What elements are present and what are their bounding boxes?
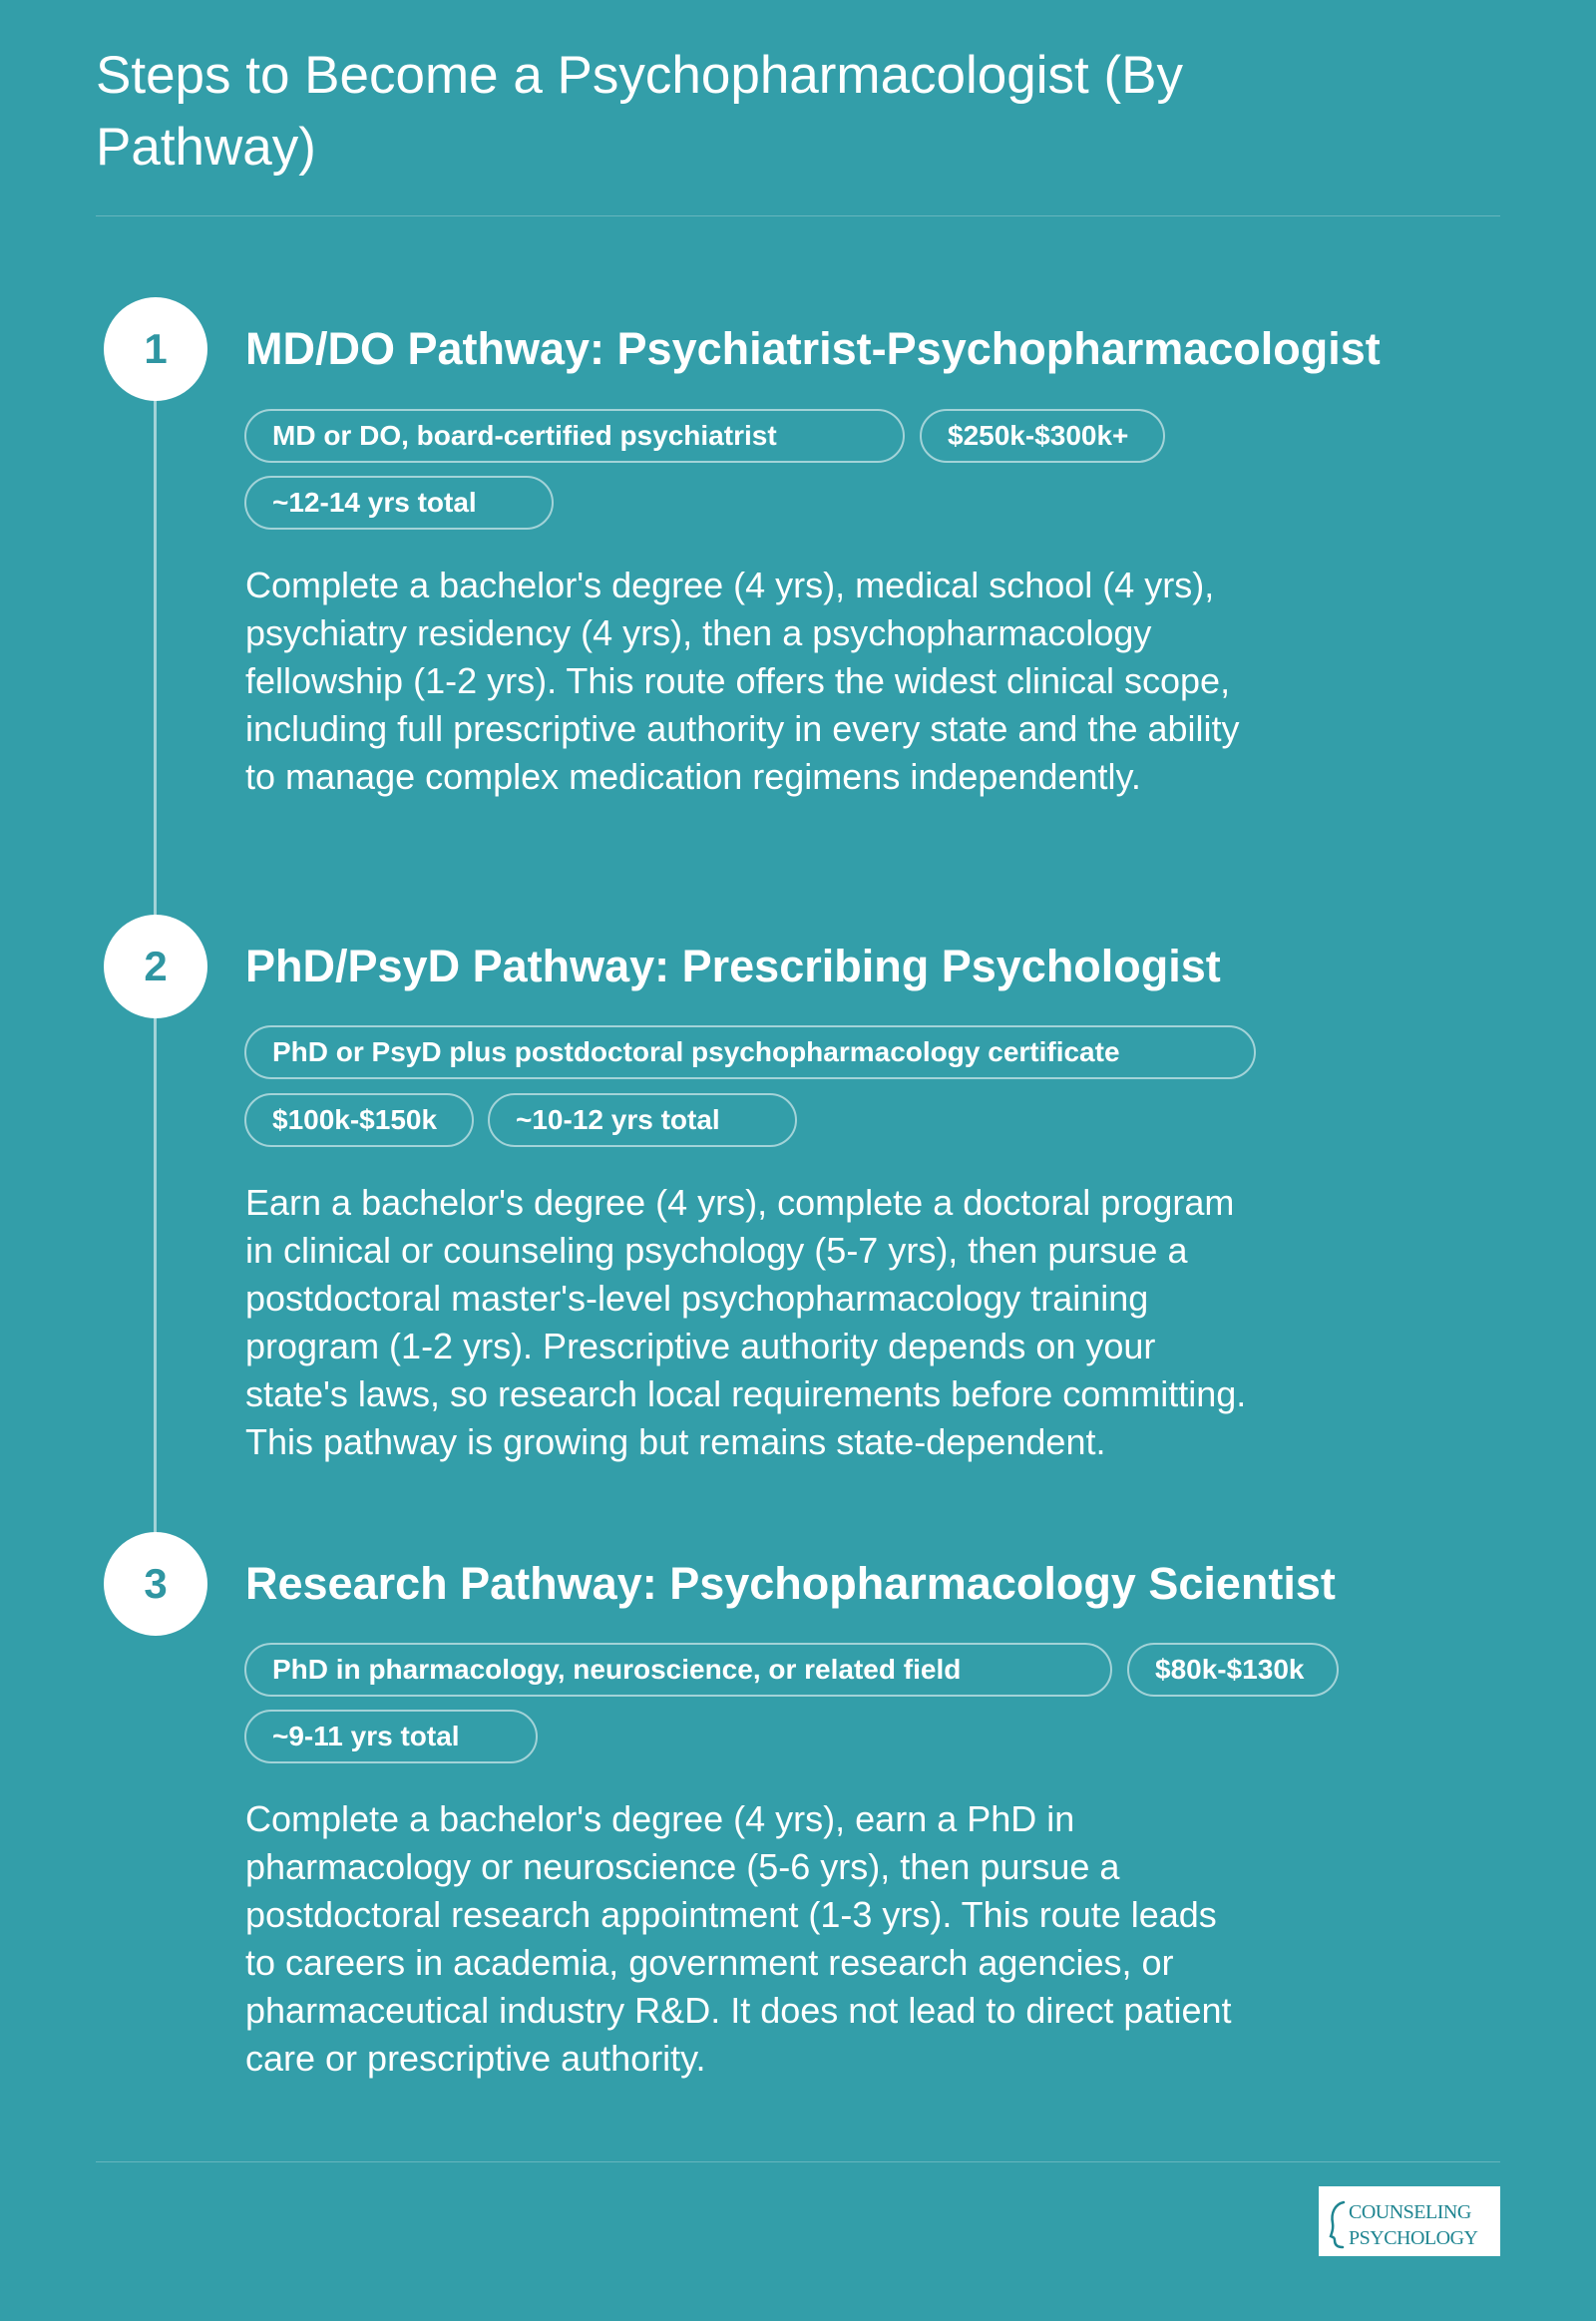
step-number-badge: 1 bbox=[104, 297, 207, 401]
step-title: Research Pathway: Psychopharmacology Scientist bbox=[245, 1558, 1336, 1609]
counseling-psychology-logo bbox=[1319, 2186, 1500, 2256]
logo-line-1: COUNSELING bbox=[1349, 2201, 1471, 2223]
credential-tag: MD or DO, board-certified psychiatrist bbox=[244, 409, 905, 463]
step-description: Complete a bachelor's degree (4 yrs), medical school (4 yrs), psychiatry residency (4 yrs), then a psychopharmacology fellowship (1-2 yrs). This route offers the widest clinical scope, including full prescriptive authority in every state and the ability to manage complex medication regimens independently. bbox=[245, 565, 1240, 797]
credential-tag: PhD in pharmacology, neuroscience, or related field bbox=[244, 1643, 1112, 1697]
duration-tag: ~12-14 yrs total bbox=[244, 476, 554, 530]
page-title: Steps to Become a Psychopharmacologist (By Pathway) bbox=[96, 46, 1183, 177]
step-number-badge: 3 bbox=[104, 1532, 207, 1636]
footer-divider bbox=[96, 2161, 1500, 2162]
step-title: MD/DO Pathway: Psychiatrist-Psychopharmacologist bbox=[245, 323, 1381, 374]
timeline-connector-1-2 bbox=[154, 399, 157, 918]
timeline-connector-2-3 bbox=[154, 1017, 157, 1534]
step-description: Complete a bachelor's degree (4 yrs), earn a PhD in pharmacology or neuroscience (5-6 yrs), then pursue a postdoctoral research appointment (1-3 yrs). This route leads to careers in academia, government research agencies, or pharmaceutical industry R&D. It does not lead to direct patient care or prescriptive authority. bbox=[245, 1798, 1232, 2079]
salary-tag: $80k-$130k bbox=[1127, 1643, 1339, 1697]
logo-line-2: PSYCHOLOGY bbox=[1349, 2227, 1478, 2249]
salary-tag: $100k-$150k bbox=[244, 1093, 474, 1147]
step-number-badge: 2 bbox=[104, 915, 207, 1018]
header-divider bbox=[96, 215, 1500, 216]
step-title: PhD/PsyD Pathway: Prescribing Psychologist bbox=[245, 941, 1221, 991]
head-profile-icon bbox=[1329, 2199, 1347, 2251]
step-description: Earn a bachelor's degree (4 yrs), complete a doctoral program in clinical or counseling psychology (5-7 yrs), then pursue a postdoctoral master's-level psychopharmacology training program (1-2 yrs). Prescriptive authority depends on your state's laws, so research local requirements before committing. This pathway is growing but remains state-dependent. bbox=[245, 1182, 1247, 1462]
credential-tag: PhD or PsyD plus postdoctoral psychopharmacology certificate bbox=[244, 1025, 1256, 1079]
salary-tag: $250k-$300k+ bbox=[920, 409, 1165, 463]
duration-tag: ~9-11 yrs total bbox=[244, 1710, 538, 1763]
duration-tag: ~10-12 yrs total bbox=[488, 1093, 797, 1147]
